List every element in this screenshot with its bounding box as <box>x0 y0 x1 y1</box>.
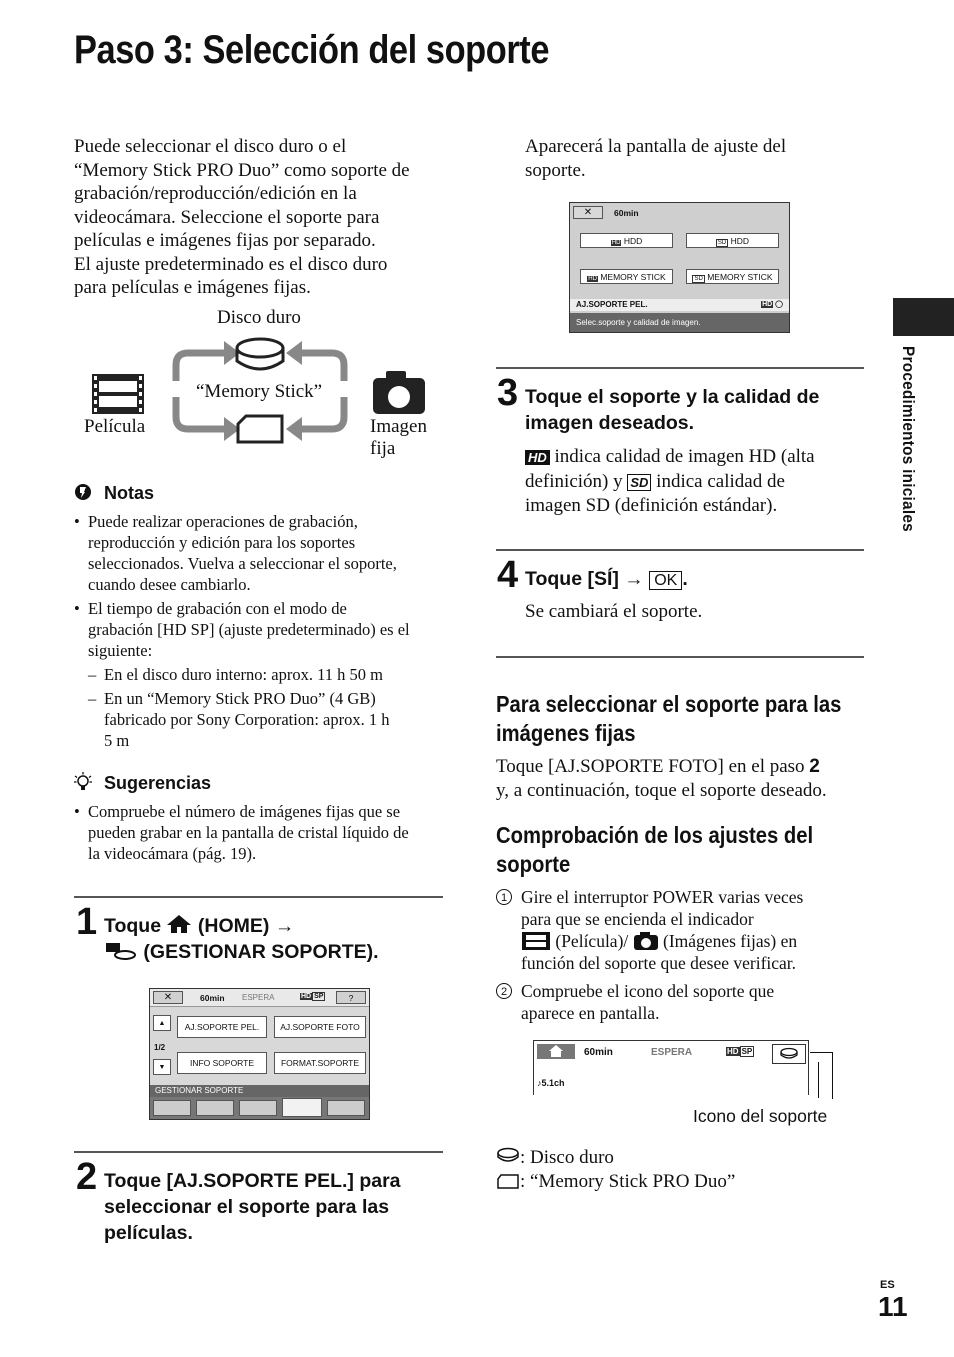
page-indicator: 1/2 <box>154 1043 166 1052</box>
legend-memory-stick: : “Memory Stick PRO Duo” <box>496 1170 735 1194</box>
tab-media-icon[interactable] <box>282 1098 322 1117</box>
step1-text: Toque (HOME) → (GESTIONAR SOPORTE). <box>104 915 379 963</box>
standby-status: ESPERA <box>242 993 275 1002</box>
menu-title-bar: GESTIONAR SOPORTE <box>150 1085 369 1097</box>
media-indicator <box>772 1044 806 1064</box>
step1-rule <box>74 896 443 898</box>
battery-remaining: 60min <box>200 993 225 1003</box>
callout-line <box>818 1062 819 1098</box>
media-setup-screen <box>569 202 790 333</box>
current-media-icon: HD ◯ <box>762 301 783 308</box>
lcd-display <box>533 1040 809 1095</box>
setting-title-bar: AJ.SOPORTE PEL. HD ◯ <box>570 299 789 311</box>
step3-number: 3 <box>497 372 519 414</box>
check-step-1: 1 Gire el interruptor POWER varias veces para que se encienda el indicador (Película)/ (Imágenes fijas) en función del soporte que desee verificar. <box>496 886 866 974</box>
close-button[interactable]: ✕ <box>153 991 183 1004</box>
sd-hdd-button[interactable]: SD HDD <box>686 233 779 248</box>
step2-text: Toque [AJ.SOPORTE PEL.] para seleccionar el soporte para las películas. <box>104 1170 401 1244</box>
section-rule <box>496 656 864 658</box>
tab-settings-icon[interactable] <box>327 1100 365 1116</box>
media-icon-callout: Icono del soporte <box>693 1106 828 1126</box>
memory-stick-icon <box>496 1172 520 1190</box>
film-icon <box>92 374 144 414</box>
ok-key: OK <box>649 571 682 590</box>
standby-status: ESPERA <box>651 1047 693 1058</box>
tips-heading: Sugerencias <box>74 772 211 794</box>
step3-rule <box>496 367 864 369</box>
step1-number: 1 <box>76 901 98 943</box>
page-number: 11 <box>878 1291 908 1322</box>
media-legend <box>496 1146 735 1194</box>
battery-remaining: 60min <box>614 208 639 218</box>
step2-number: 2 <box>76 1156 98 1198</box>
notes-list <box>74 511 449 751</box>
film-icon <box>521 931 551 951</box>
media-screen-intro: Aparecerá la pantalla de ajuste del soporte. <box>525 136 787 181</box>
scroll-down-button[interactable]: ▼ <box>153 1059 171 1075</box>
page-title: Paso 3: Selección del soporte <box>74 28 550 72</box>
camera-icon <box>373 371 425 414</box>
tip-icon <box>74 772 92 792</box>
step4-number: 4 <box>497 554 519 596</box>
sd-memory-stick-button[interactable]: SD MEMORY STICK <box>686 269 779 284</box>
info-soporte-button[interactable]: INFO SOPORTE <box>177 1052 267 1074</box>
hd-memory-stick-button[interactable]: HD MEMORY STICK <box>580 269 673 284</box>
audio-format: ♪5.1ch <box>537 1078 565 1088</box>
camera-icon <box>633 931 659 951</box>
home-button[interactable] <box>537 1044 575 1059</box>
step4-text: Toque [SÍ] → OK . <box>525 568 688 590</box>
battery-remaining: 60min <box>584 1047 613 1058</box>
step4-rule <box>496 549 864 551</box>
tab-view-icon[interactable] <box>196 1100 234 1116</box>
side-tab-label: Procedimientos iniciales <box>899 346 918 532</box>
note-item: • Puede realizar operaciones de grabación, reproducción y edición para los soportes seleccionados. Vuelva a seleccionar el soporte, cuando desee cambiarlo. <box>74 511 449 595</box>
aj-soporte-pel-button[interactable]: AJ.SOPORTE PEL. <box>177 1016 267 1038</box>
close-button[interactable]: ✕ <box>573 206 603 219</box>
side-tab-marker <box>893 298 954 336</box>
tips-list <box>74 801 449 864</box>
label-movie: Película <box>84 416 146 437</box>
intro-paragraph: Puede seleccionar el disco duro o el “Memory Stick PRO Duo” como soporte de grabación/reproducción/edición en la videocámara. Seleccione el soporte para películas e imágenes fijas por separado. El ajuste predeterminado es el disco duro para películas e imágenes fijas. <box>74 136 410 298</box>
memory-stick-icon <box>238 416 282 442</box>
hdd-icon <box>237 339 283 369</box>
home-menu-screen <box>149 988 370 1120</box>
step3-text: Toque el soporte y la calidad de imagen deseados. <box>525 386 820 434</box>
tab-other-icon[interactable] <box>239 1100 277 1116</box>
aj-soporte-foto-button[interactable]: AJ.SOPORTE FOTO <box>274 1016 366 1038</box>
photo-media-text: Toque [AJ.SOPORTE FOTO] en el paso 2 y, a continuación, toque el soporte deseado. <box>496 756 827 801</box>
check-step-2: 2 Compruebe el icono del soporte que aparece en pantalla. <box>496 980 866 1024</box>
label-photo: Imagen fija <box>370 416 427 459</box>
note-subitem: – En un “Memory Stick PRO Duo” (4 GB) fabricado por Sony Corporation: aprox. 1 h 5 m <box>74 688 449 751</box>
label-hdd: Disco duro <box>217 307 301 328</box>
notes-heading: Notas <box>74 483 154 504</box>
note-subitem: – En el disco duro interno: aprox. 11 h 50 m <box>74 664 449 685</box>
label-memory-stick: “Memory Stick” <box>196 381 323 402</box>
manage-media-icon <box>104 941 138 961</box>
step2-rule <box>74 1151 443 1153</box>
hd-hdd-button[interactable]: HD HDD <box>580 233 673 248</box>
photo-media-heading: Para seleccionar el soporte para las imágenes fijas <box>496 691 842 746</box>
note-item: • El tiempo de grabación con el modo de grabación [HD SP] (ajuste predeterminado) es el siguiente: <box>74 598 449 661</box>
hdd-icon <box>496 1147 520 1165</box>
hd-sp-badge: HD SP <box>727 1047 753 1056</box>
format-soporte-button[interactable]: FORMAT.SOPORTE <box>274 1052 366 1074</box>
setting-help-bar: Selec.soporte y calidad de imagen. <box>570 313 789 332</box>
help-button[interactable]: ? <box>336 991 366 1004</box>
callout-line <box>810 1052 833 1099</box>
hd-quality-icon: HD <box>525 450 550 465</box>
media-diagram <box>80 305 450 475</box>
tip-item: • Compruebe el número de imágenes fijas que se pueden grabar en la pantalla de cristal líquido de la videocámara (pág. 19). <box>74 801 449 864</box>
step4-result: Se cambiará el soporte. <box>525 601 703 622</box>
home-icon <box>166 914 192 934</box>
scroll-up-button[interactable]: ▲ <box>153 1015 171 1031</box>
sd-quality-icon: SD <box>627 474 651 491</box>
check-settings-heading: Comprobación de los ajustes del soporte <box>496 822 814 877</box>
hd-sp-badge: HD SP <box>301 993 324 1000</box>
legend-hdd: : Disco duro <box>496 1146 735 1170</box>
hdd-icon <box>779 1047 799 1061</box>
tab-camera-icon[interactable] <box>153 1100 191 1116</box>
loop-arrows <box>176 353 344 429</box>
note-icon <box>74 483 92 501</box>
language-code: ES <box>880 1279 895 1291</box>
step3-description: HD indica calidad de imagen HD (alta definición) y SD indica calidad de imagen SD (definición estándar). <box>525 446 815 516</box>
